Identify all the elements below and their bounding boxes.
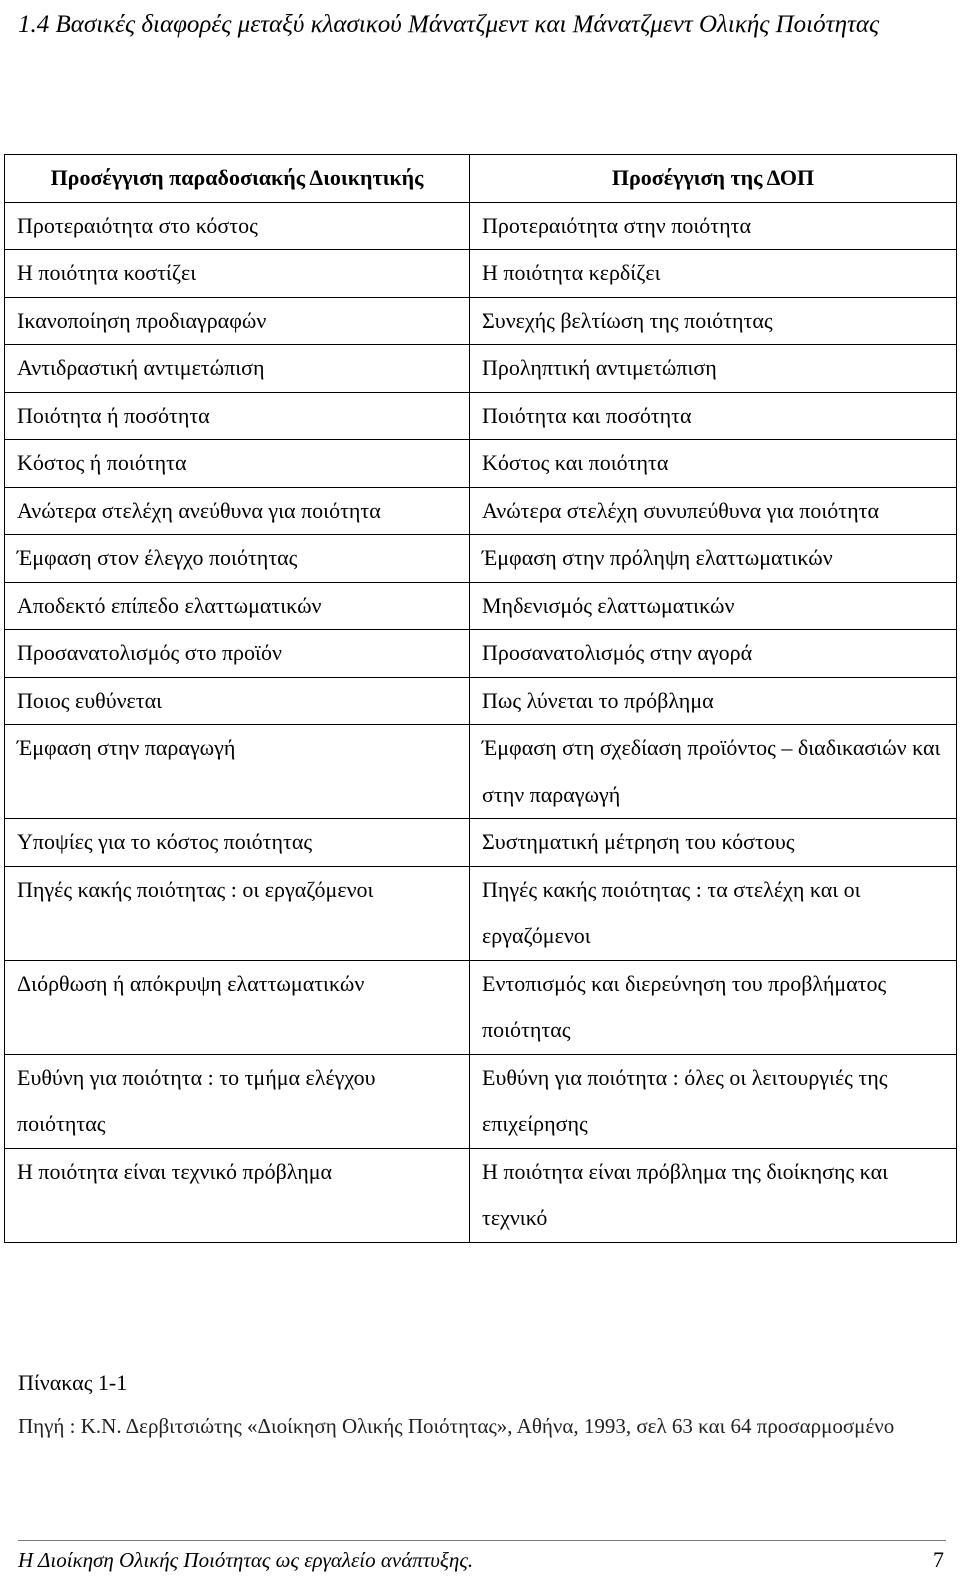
cell-traditional: Ευθύνη για ποιότητα : το τμήμα ελέγχου ποιότητας	[5, 1054, 470, 1148]
cell-tqm: Συνεχής βελτίωση της ποιότητας	[470, 297, 957, 345]
table-row	[5, 535, 957, 583]
table-row	[5, 202, 957, 250]
table-row	[5, 630, 957, 678]
cell-traditional: Ικανοποίηση προδιαγραφών	[5, 297, 470, 345]
cell-tqm: Προτεραιότητα στην ποιότητα	[470, 202, 957, 250]
cell-traditional: Κόστος ή ποιότητα	[5, 440, 470, 488]
header-tqm: Προσέγγιση της ΔΟΠ	[470, 155, 957, 203]
cell-tqm: Ανώτερα στελέχη συνυπεύθυνα για ποιότητα	[470, 487, 957, 535]
cell-traditional: Ποιότητα ή ποσότητα	[5, 392, 470, 440]
cell-traditional: Πηγές κακής ποιότητας : οι εργαζόμενοι	[5, 866, 470, 960]
cell-tqm: Έμφαση στη σχεδίαση προϊόντος – διαδικασιών και στην παραγωγή	[470, 725, 957, 819]
table-row	[5, 487, 957, 535]
cell-tqm: Η ποιότητα κερδίζει	[470, 250, 957, 298]
table-caption: Πίνακας 1-1	[18, 1370, 128, 1395]
cell-traditional: Αποδεκτό επίπεδο ελαττωματικών	[5, 582, 470, 630]
cell-traditional: Έμφαση στον έλεγχο ποιότητας	[5, 535, 470, 583]
table-row	[5, 250, 957, 298]
table-source: Πηγή : Κ.Ν. Δερβιτσιώτης «Διοίκηση Ολικής Ποιότητας», Αθήνα, 1993, σελ 63 και 64 προσαρμοσμένο	[18, 1414, 895, 1438]
cell-tqm: Προληπτική αντιμετώπιση	[470, 345, 957, 393]
table-row	[5, 582, 957, 630]
cell-traditional: Ποιος ευθύνεται	[5, 677, 470, 725]
section-heading: 1.4 Βασικές διαφορές μεταξύ κλασικού Μάνατζμεντ και Μάνατζμεντ Ολικής Ποιότητας	[18, 11, 880, 38]
table-row	[5, 345, 957, 393]
cell-tqm: Συστηματική μέτρηση του κόστους	[470, 819, 957, 867]
cell-traditional: Υποψίες για το κόστος ποιότητας	[5, 819, 470, 867]
cell-tqm: Η ποιότητα είναι πρόβλημα της διοίκησης και τεχνικό	[470, 1148, 957, 1242]
table-row	[5, 819, 957, 867]
cell-traditional: Η ποιότητα είναι τεχνικό πρόβλημα	[5, 1148, 470, 1242]
header-traditional: Προσέγγιση παραδοσιακής Διοικητικής	[5, 155, 470, 203]
table-row	[5, 677, 957, 725]
cell-tqm: Πως λύνεται το πρόβλημα	[470, 677, 957, 725]
cell-traditional: Αντιδραστική αντιμετώπιση	[5, 345, 470, 393]
comparison-table	[4, 154, 957, 1243]
table-body	[5, 202, 957, 1242]
table-row	[5, 725, 957, 819]
table-row	[5, 1148, 957, 1242]
cell-tqm: Προσανατολισμός στην αγορά	[470, 630, 957, 678]
cell-tqm: Πηγές κακής ποιότητας : τα στελέχη και οι εργαζόμενοι	[470, 866, 957, 960]
cell-tqm: Εντοπισμός και διερεύνηση του προβλήματος ποιότητας	[470, 960, 957, 1054]
table-row	[5, 392, 957, 440]
cell-traditional: Ανώτερα στελέχη ανεύθυνα για ποιότητα	[5, 487, 470, 535]
table-header-row	[5, 155, 957, 203]
cell-traditional: Διόρθωση ή απόκρυψη ελαττωματικών	[5, 960, 470, 1054]
page-number: 7	[933, 1547, 944, 1572]
footer-title: Η Διοίκηση Ολικής Ποιότητας ως εργαλείο ανάπτυξης.	[18, 1548, 474, 1572]
cell-traditional: Προσανατολισμός στο προϊόν	[5, 630, 470, 678]
table-row	[5, 297, 957, 345]
cell-traditional: Η ποιότητα κοστίζει	[5, 250, 470, 298]
cell-traditional: Προτεραιότητα στο κόστος	[5, 202, 470, 250]
cell-traditional: Έμφαση στην παραγωγή	[5, 725, 470, 819]
cell-tqm: Κόστος και ποιότητα	[470, 440, 957, 488]
cell-tqm: Έμφαση στην πρόληψη ελαττωματικών	[470, 535, 957, 583]
table-row	[5, 866, 957, 960]
cell-tqm: Ποιότητα και ποσότητα	[470, 392, 957, 440]
cell-tqm: Ευθύνη για ποιότητα : όλες οι λειτουργιές της επιχείρησης	[470, 1054, 957, 1148]
table-row	[5, 1054, 957, 1148]
table-row	[5, 960, 957, 1054]
cell-tqm: Μηδενισμός ελαττωματικών	[470, 582, 957, 630]
table-row	[5, 440, 957, 488]
